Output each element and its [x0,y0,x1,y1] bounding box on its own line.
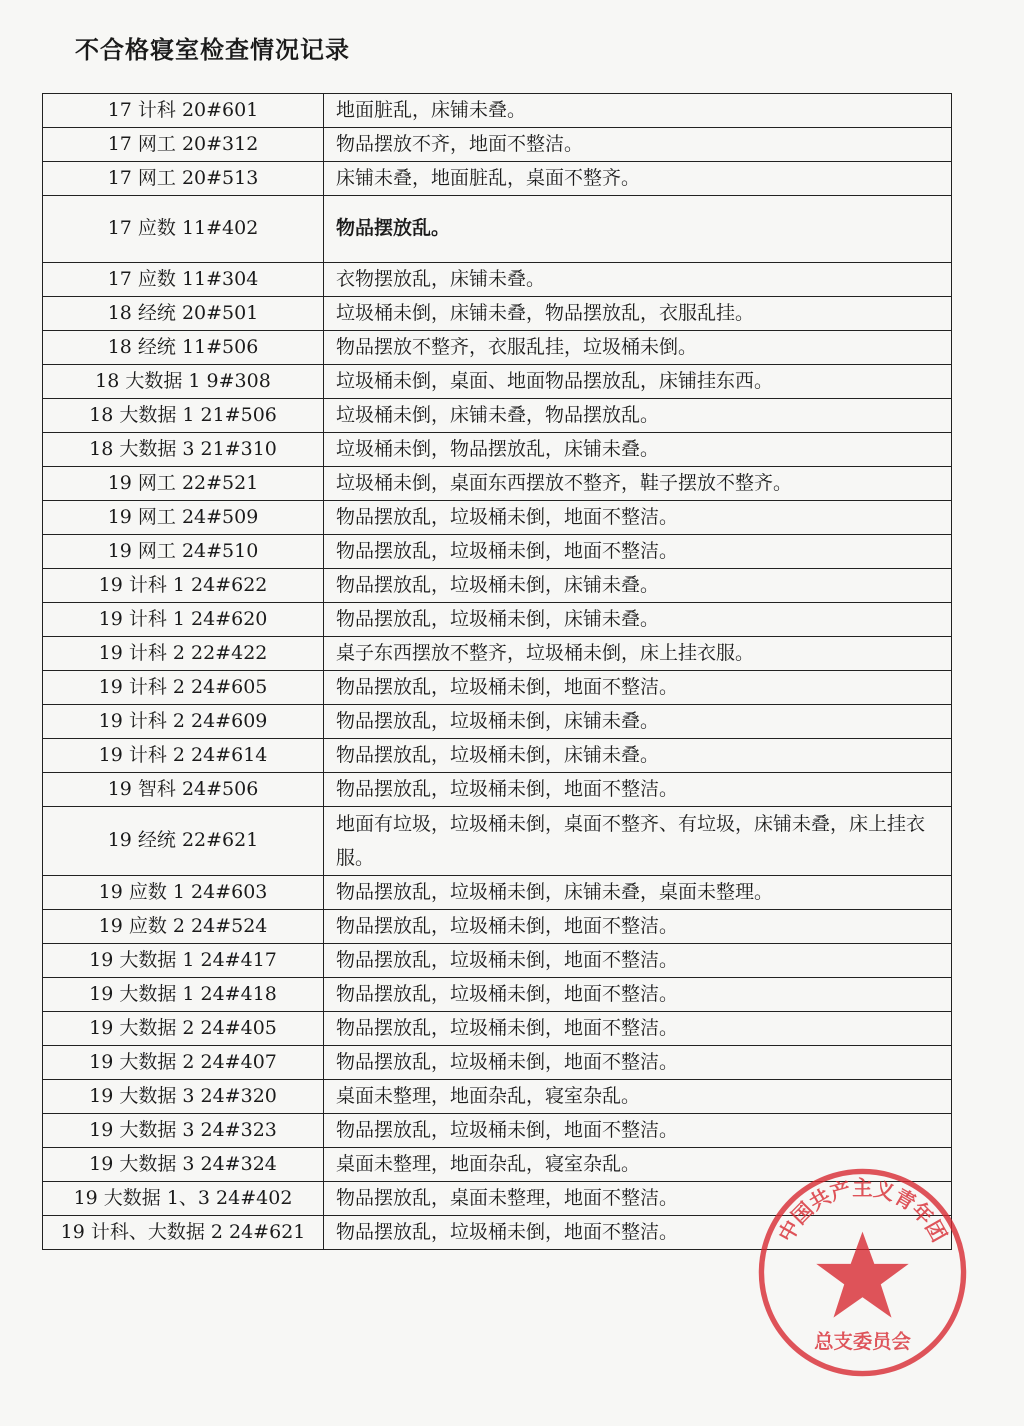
table-row [43,705,952,739]
issue-cell: 物品摆放乱，垃圾桶未倒，地面不整洁。 [324,1216,952,1250]
table-row [43,365,952,399]
issue-cell: 垃圾桶未倒，物品摆放乱，床铺未叠。 [324,433,952,467]
table-row [43,1114,952,1148]
issue-cell: 物品摆放乱，垃圾桶未倒，床铺未叠。 [324,569,952,603]
table-row [43,978,952,1012]
room-cell: 19 智科 24#506 [43,773,324,807]
room-cell: 19 应数 2 24#524 [43,910,324,944]
issue-cell: 垃圾桶未倒，桌面东西摆放不整齐，鞋子摆放不整齐。 [324,467,952,501]
issue-cell: 物品摆放乱，桌面未整理，地面不整洁。 [324,1182,952,1216]
issue-cell: 桌面未整理，地面杂乱，寝室杂乱。 [324,1080,952,1114]
table-row [43,263,952,297]
issue-cell: 物品摆放不整齐，衣服乱挂，垃圾桶未倒。 [324,331,952,365]
room-cell: 18 经统 11#506 [43,331,324,365]
table-row [43,807,952,876]
room-cell: 19 计科、大数据 2 24#621 [43,1216,324,1250]
room-cell: 19 大数据 1、3 24#402 [43,1182,324,1216]
issue-cell: 桌子东西摆放不整齐，垃圾桶未倒，床上挂衣服。 [324,637,952,671]
room-cell: 19 网工 24#509 [43,501,324,535]
issue-cell: 物品摆放乱，垃圾桶未倒，地面不整洁。 [324,501,952,535]
issue-cell: 物品摆放乱，垃圾桶未倒，床铺未叠。 [324,739,952,773]
table-row [43,569,952,603]
table-row [43,535,952,569]
issue-cell: 物品摆放乱，垃圾桶未倒，地面不整洁。 [324,535,952,569]
issue-cell: 物品摆放乱，垃圾桶未倒，地面不整洁。 [324,773,952,807]
table-row [43,1216,952,1250]
table-row [43,1182,952,1216]
issue-cell: 物品摆放乱，垃圾桶未倒，地面不整洁。 [324,978,952,1012]
issue-cell: 物品摆放乱，垃圾桶未倒，地面不整洁。 [324,910,952,944]
table-row [43,739,952,773]
table-row [43,910,952,944]
issue-cell: 衣物摆放乱，床铺未叠。 [324,263,952,297]
table-row [43,1012,952,1046]
page-title: 不合格寝室检查情况记录 [75,36,350,64]
room-cell: 19 大数据 3 24#320 [43,1080,324,1114]
room-cell: 18 大数据 1 21#506 [43,399,324,433]
issue-cell: 床铺未叠，地面脏乱，桌面不整齐。 [324,162,952,196]
room-cell: 19 经统 22#621 [43,807,324,876]
issue-cell: 物品摆放乱，垃圾桶未倒，床铺未叠。 [324,705,952,739]
table-row [43,196,952,263]
room-cell: 17 计科 20#601 [43,94,324,128]
table-row [43,297,952,331]
records-body [43,94,952,1250]
room-cell: 19 计科 2 24#609 [43,705,324,739]
issue-cell: 垃圾桶未倒，床铺未叠，物品摆放乱，衣服乱挂。 [324,297,952,331]
issue-cell: 物品摆放乱，垃圾桶未倒，床铺未叠，桌面未整理。 [324,876,952,910]
room-cell: 18 经统 20#501 [43,297,324,331]
table-row [43,162,952,196]
room-cell: 17 应数 11#304 [43,263,324,297]
table-row [43,94,952,128]
room-cell: 19 大数据 1 24#417 [43,944,324,978]
room-cell: 19 大数据 2 24#407 [43,1046,324,1080]
table-row [43,1148,952,1182]
table-row [43,1080,952,1114]
issue-cell: 物品摆放乱，垃圾桶未倒，地面不整洁。 [324,671,952,705]
room-cell: 19 大数据 3 24#323 [43,1114,324,1148]
room-cell: 19 计科 2 22#422 [43,637,324,671]
table-row [43,128,952,162]
room-cell: 19 大数据 3 24#324 [43,1148,324,1182]
issue-cell: 垃圾桶未倒，床铺未叠，物品摆放乱。 [324,399,952,433]
table-row [43,501,952,535]
room-cell: 17 网工 20#312 [43,128,324,162]
table-row [43,876,952,910]
issue-cell: 垃圾桶未倒，桌面、地面物品摆放乱，床铺挂东西。 [324,365,952,399]
issue-cell: 物品摆放不齐，地面不整洁。 [324,128,952,162]
room-cell: 17 应数 11#402 [43,196,324,263]
table-row [43,467,952,501]
issue-cell: 物品摆放乱。 [324,196,952,263]
table-row [43,671,952,705]
issue-cell: 物品摆放乱，垃圾桶未倒，地面不整洁。 [324,944,952,978]
table-row [43,1046,952,1080]
room-cell: 19 计科 1 24#622 [43,569,324,603]
table-row [43,773,952,807]
issue-cell: 地面脏乱，床铺未叠。 [324,94,952,128]
issue-cell: 物品摆放乱，垃圾桶未倒，床铺未叠。 [324,603,952,637]
room-cell: 17 网工 20#513 [43,162,324,196]
room-cell: 19 大数据 2 24#405 [43,1012,324,1046]
issue-cell: 物品摆放乱，垃圾桶未倒，地面不整洁。 [324,1046,952,1080]
room-cell: 18 大数据 3 21#310 [43,433,324,467]
room-cell: 18 大数据 1 9#308 [43,365,324,399]
room-cell: 19 网工 22#521 [43,467,324,501]
table-row [43,433,952,467]
issue-cell: 地面有垃圾，垃圾桶未倒，桌面不整齐、有垃圾，床铺未叠，床上挂衣服。 [324,807,952,876]
stamp-top-text: 中国共产主义青年团 [773,1176,952,1246]
room-cell: 19 网工 24#510 [43,535,324,569]
table-row [43,944,952,978]
table-row [43,399,952,433]
room-cell: 19 应数 1 24#603 [43,876,324,910]
room-cell: 19 大数据 1 24#418 [43,978,324,1012]
table-row [43,331,952,365]
table-row [43,603,952,637]
stamp-bottom-text: 总支委员会 [814,1329,911,1353]
table-row [43,637,952,671]
room-cell: 19 计科 2 24#614 [43,739,324,773]
issue-cell: 桌面未整理，地面杂乱，寝室杂乱。 [324,1148,952,1182]
room-cell: 19 计科 2 24#605 [43,671,324,705]
issue-cell: 物品摆放乱，垃圾桶未倒，地面不整洁。 [324,1114,952,1148]
records-table [42,93,952,1250]
issue-cell: 物品摆放乱，垃圾桶未倒，地面不整洁。 [324,1012,952,1046]
room-cell: 19 计科 1 24#620 [43,603,324,637]
